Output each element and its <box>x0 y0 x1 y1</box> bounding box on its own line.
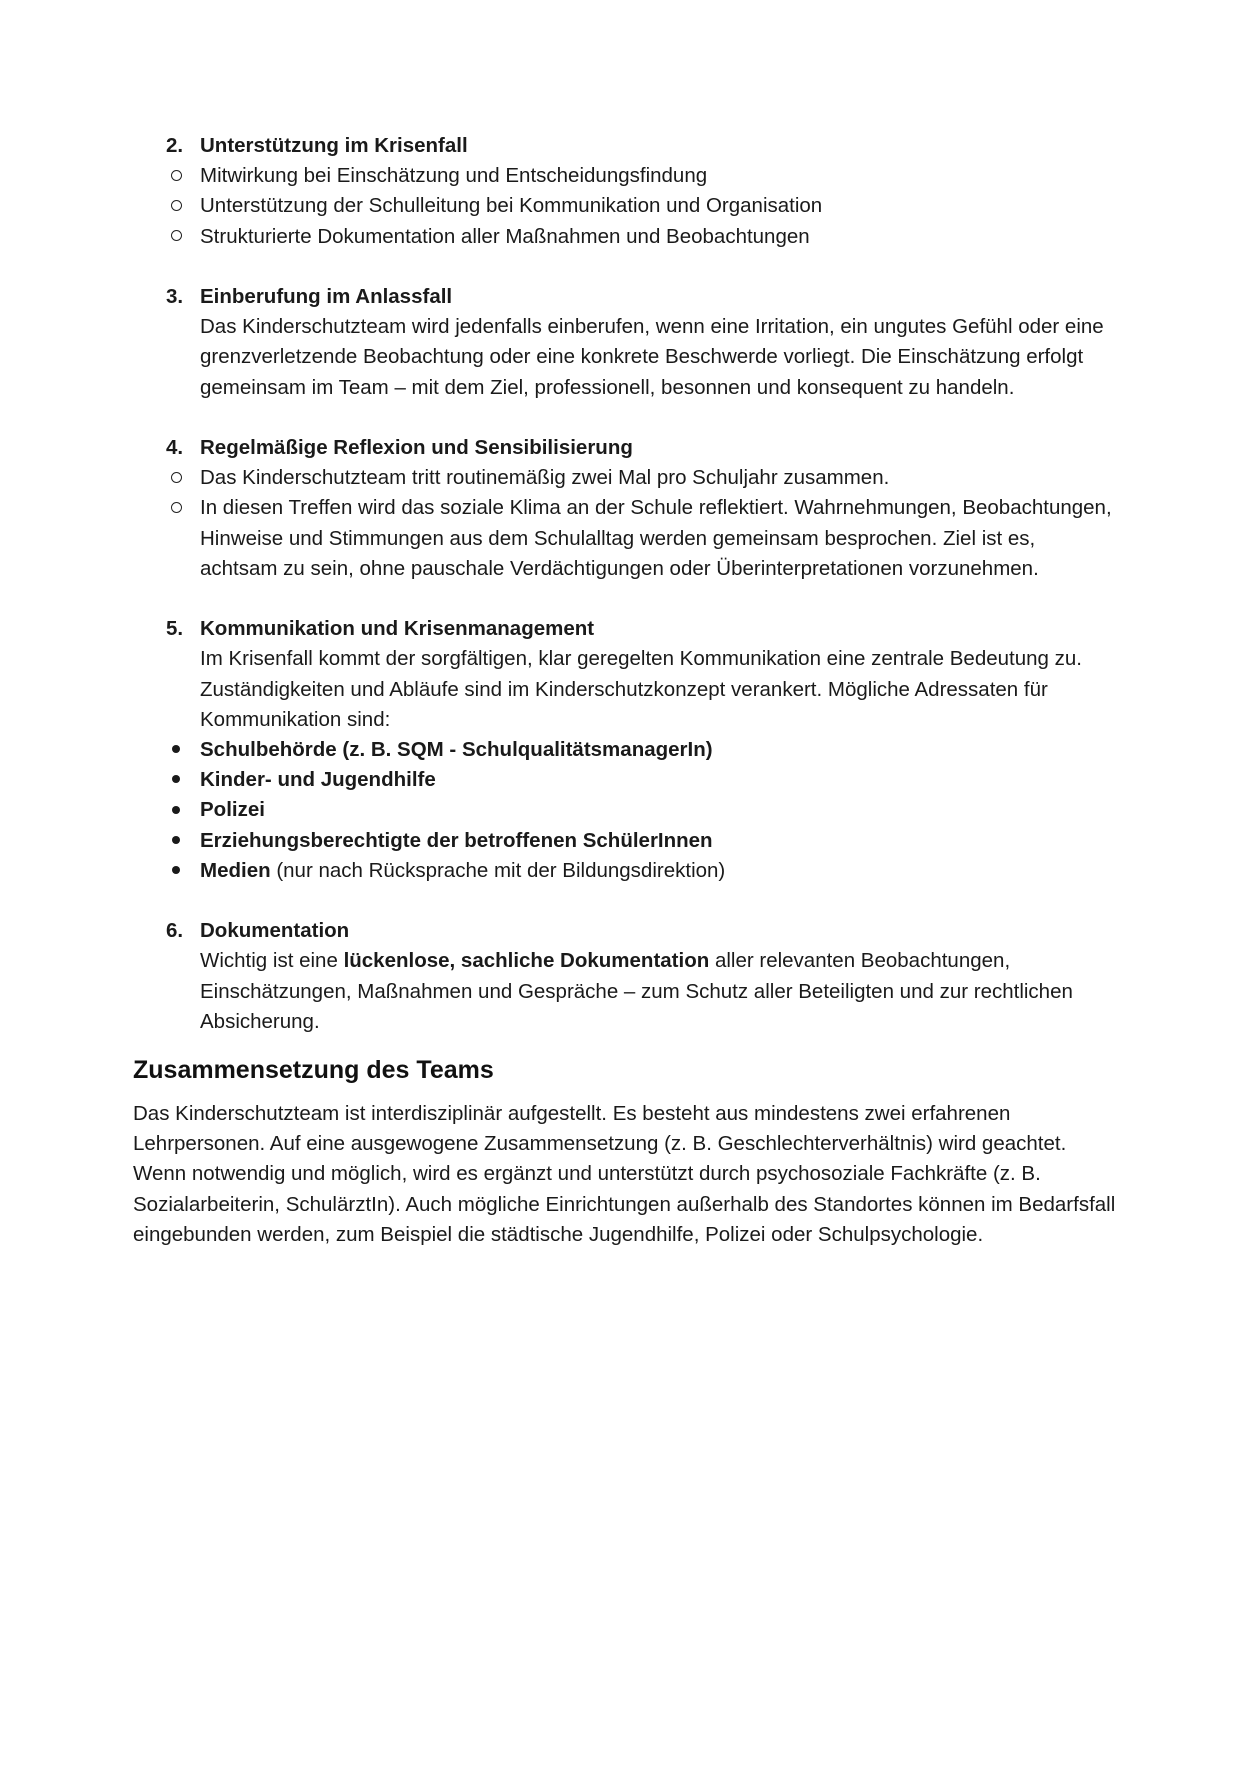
filled-dot-bullet-icon <box>166 826 186 856</box>
filled-dot-bullet-icon <box>166 765 186 795</box>
sub-bullet-list <box>133 161 1118 252</box>
list-item <box>133 493 1118 584</box>
list-item <box>133 191 1118 221</box>
list-item <box>133 463 1118 493</box>
document-content <box>133 131 1118 1250</box>
filled-dot-bullet-icon <box>166 856 186 886</box>
item-title: Einberufung im Anlassfall <box>200 285 453 308</box>
numbered-item-5 <box>133 614 1118 735</box>
item-body: Das Kinderschutzteam wird jedenfalls einberufen, wenn eine Irritation, ein ungutes Gefühl oder eine grenzverletzende Beobachtung oder eine konkrete Beschwerde vorliegt. Die Einschätzung erfolgt gemeinsam im Team – mit dem Ziel, professionell, besonnen und konsequent zu handeln. <box>200 315 1104 399</box>
item-number: 4. <box>166 436 184 459</box>
addressee-name: Erziehungsberechtigte der betroffenen SchülerInnen <box>200 828 713 852</box>
list-item <box>133 826 1118 856</box>
list-item <box>133 735 1118 765</box>
list-item <box>133 795 1118 825</box>
item-number: 5. <box>166 617 184 641</box>
hollow-circle-bullet-icon <box>166 463 186 493</box>
list-item-text: In diesen Treffen wird das soziale Klima an der Schule reflektiert. Wahrnehmungen, Beobachtungen, Hinweise und Stimmungen aus dem Schulalltag werden gemeinsam besprochen. Ziel ist es, achtsam zu sein, ohne pauschale Verdächtigungen oder Überinterpretationen vorzunehmen. <box>200 496 1112 580</box>
filled-dot-bullet-icon <box>166 735 186 765</box>
numbered-item-4 <box>133 433 1118 463</box>
hollow-circle-bullet-icon <box>166 161 186 191</box>
item-title: Unterstützung im Krisenfall <box>200 134 468 157</box>
body-suffix: aller relevanten Beobachtungen, Einschätzungen, Maßnahmen und Gespräche – zum Schutz aller Beteiligten und zur rechtlichen Absicherung. <box>200 949 1073 1033</box>
item-title: Regelmäßige Reflexion und Sensibilisierung <box>200 436 633 459</box>
item-body: Im Krisenfall kommt der sorgfältigen, klar geregelten Kommunikation eine zentrale Bedeutung zu. Zuständigkeiten und Abläufe sind im Kinderschutzkonzept verankert. Mögliche Adressaten für Kommunikation sind: <box>200 647 1082 731</box>
addressee-note: (nur nach Rücksprache mit der Bildungsdirektion) <box>270 858 726 882</box>
body-emphasis: lückenlose, sachliche Dokumentation <box>343 949 710 973</box>
numbered-item-2 <box>133 131 1118 161</box>
item-title: Kommunikation und Krisenmanagement <box>200 617 595 641</box>
list-item-text: Mitwirkung bei Einschätzung und Entscheidungsfindung <box>200 164 708 188</box>
section-heading: Zusammensetzung des Teams <box>133 1056 494 1085</box>
list-item-text: Strukturierte Dokumentation aller Maßnahmen und Beobachtungen <box>200 224 810 248</box>
list-item <box>133 856 1118 886</box>
numbered-item-6 <box>133 916 1118 1037</box>
hollow-circle-bullet-icon <box>166 222 186 252</box>
section-paragraph: Das Kinderschutzteam ist interdisziplinär aufgestellt. Es besteht aus mindestens zwei erfahrenen Lehrpersonen. Auf eine ausgewogene Zusammensetzung (z. B. Geschlechterverhältnis) wird geachtet. Wenn notwendig und möglich, wird es ergänzt und unterstützt durch psychosoziale Fachkräfte (z. B. Sozialarbeiterin, SchulärztIn). Auch mögliche Einrichtungen außerhalb des Standortes können im Bedarfsfall eingebunden werden, zum Beispiel die städtische Jugendhilfe, Polizei oder Schulpsychologie. <box>133 1102 1116 1246</box>
hollow-circle-bullet-icon <box>166 493 186 523</box>
item-title: Dokumentation <box>200 919 350 943</box>
item-number: 2. <box>166 134 184 157</box>
addressee-list <box>133 735 1118 886</box>
body-prefix: Wichtig ist eine <box>200 949 344 973</box>
addressee-name: Medien <box>200 858 271 882</box>
list-item-text: Unterstützung der Schulleitung bei Kommunikation und Organisation <box>200 194 823 218</box>
list-item <box>133 222 1118 252</box>
numbered-item-3 <box>133 282 1118 403</box>
item-number: 3. <box>166 285 184 308</box>
addressee-name: Polizei <box>200 798 265 822</box>
item-number: 6. <box>166 919 184 943</box>
list-item-text: Das Kinderschutzteam tritt routinemäßig zwei Mal pro Schuljahr zusammen. <box>200 466 890 490</box>
list-item <box>133 765 1118 795</box>
list-item <box>133 161 1118 191</box>
addressee-name: Kinder- und Jugendhilfe <box>200 768 436 792</box>
hollow-circle-bullet-icon <box>166 191 186 221</box>
sub-bullet-list <box>133 463 1118 584</box>
filled-dot-bullet-icon <box>166 795 186 825</box>
addressee-name: Schulbehörde (z. B. SQM - SchulqualitätsmanagerIn) <box>200 738 713 762</box>
item-body <box>200 946 1118 1037</box>
